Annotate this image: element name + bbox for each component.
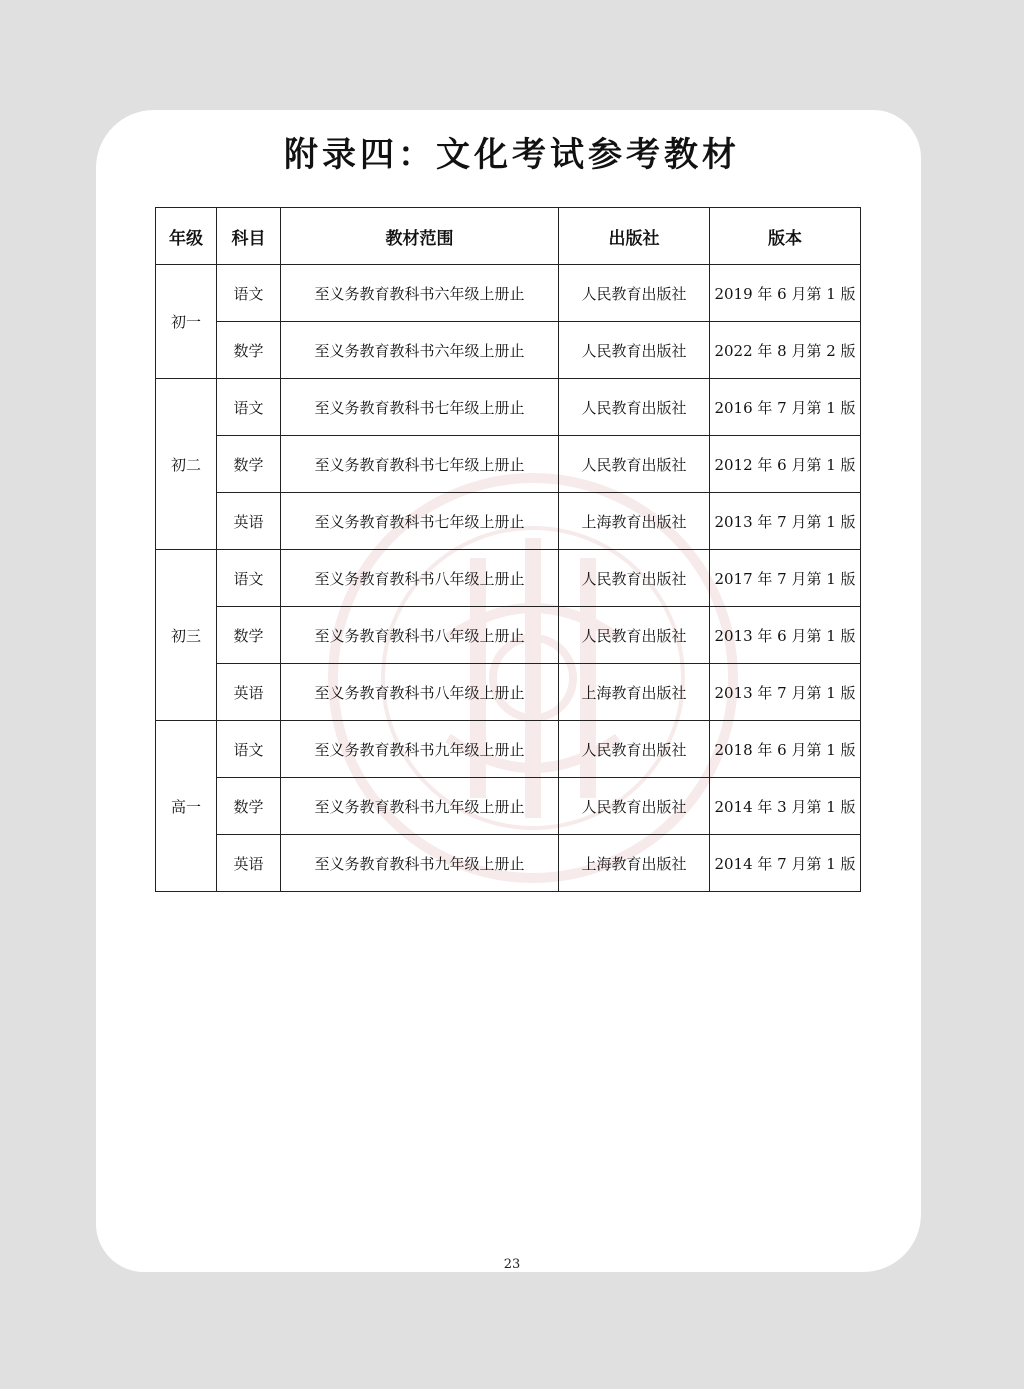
subject-cell: 语文 <box>217 379 281 436</box>
table-row <box>156 664 861 721</box>
edition-cell: 2019 年 6 月第 1 版 <box>710 265 861 322</box>
table-row <box>156 265 861 322</box>
table-row <box>156 721 861 778</box>
subject-cell: 数学 <box>217 778 281 835</box>
edition-cell: 2018 年 6 月第 1 版 <box>710 721 861 778</box>
publisher-cell: 人民教育出版社 <box>559 379 710 436</box>
header-subject: 科目 <box>217 208 281 265</box>
table-header-row <box>156 208 861 265</box>
scope-cell: 至义务教育教科书九年级上册止 <box>281 721 559 778</box>
scope-cell: 至义务教育教科书八年级上册止 <box>281 664 559 721</box>
edition-cell: 2014 年 7 月第 1 版 <box>710 835 861 892</box>
subject-cell: 语文 <box>217 721 281 778</box>
scope-cell: 至义务教育教科书七年级上册止 <box>281 436 559 493</box>
page-number: 23 <box>503 1257 521 1272</box>
subject-cell: 英语 <box>217 835 281 892</box>
subject-cell: 英语 <box>217 664 281 721</box>
edition-cell: 2013 年 6 月第 1 版 <box>710 607 861 664</box>
publisher-cell: 上海教育出版社 <box>559 664 710 721</box>
table-row <box>156 322 861 379</box>
grade-cell: 初三 <box>156 550 217 721</box>
scope-cell: 至义务教育教科书九年级上册止 <box>281 835 559 892</box>
grade-cell: 初一 <box>156 265 217 379</box>
edition-cell: 2013 年 7 月第 1 版 <box>710 664 861 721</box>
page-title: 附录四：文化考试参考教材 <box>284 135 740 175</box>
header-scope: 教材范围 <box>281 208 559 265</box>
subject-cell: 数学 <box>217 436 281 493</box>
publisher-cell: 人民教育出版社 <box>559 322 710 379</box>
subject-cell: 英语 <box>217 493 281 550</box>
table-row <box>156 379 861 436</box>
publisher-cell: 上海教育出版社 <box>559 493 710 550</box>
table-row <box>156 835 861 892</box>
header-publisher: 出版社 <box>559 208 710 265</box>
scope-cell: 至义务教育教科书六年级上册止 <box>281 322 559 379</box>
scope-cell: 至义务教育教科书六年级上册止 <box>281 265 559 322</box>
scope-cell: 至义务教育教科书七年级上册止 <box>281 493 559 550</box>
edition-cell: 2012 年 6 月第 1 版 <box>710 436 861 493</box>
subject-cell: 数学 <box>217 322 281 379</box>
scope-cell: 至义务教育教科书八年级上册止 <box>281 550 559 607</box>
publisher-cell: 人民教育出版社 <box>559 778 710 835</box>
edition-cell: 2013 年 7 月第 1 版 <box>710 493 861 550</box>
publisher-cell: 人民教育出版社 <box>559 607 710 664</box>
grade-cell: 高一 <box>156 721 217 892</box>
publisher-cell: 上海教育出版社 <box>559 835 710 892</box>
subject-cell: 语文 <box>217 265 281 322</box>
subject-cell: 语文 <box>217 550 281 607</box>
table-row <box>156 493 861 550</box>
publisher-cell: 人民教育出版社 <box>559 550 710 607</box>
publisher-cell: 人民教育出版社 <box>559 436 710 493</box>
scope-cell: 至义务教育教科书八年级上册止 <box>281 607 559 664</box>
table-row <box>156 778 861 835</box>
grade-cell: 初二 <box>156 379 217 550</box>
table-row <box>156 607 861 664</box>
materials-table <box>155 207 861 892</box>
table-row <box>156 550 861 607</box>
edition-cell: 2014 年 3 月第 1 版 <box>710 778 861 835</box>
header-grade: 年级 <box>156 208 217 265</box>
subject-cell: 数学 <box>217 607 281 664</box>
table-row <box>156 436 861 493</box>
edition-cell: 2016 年 7 月第 1 版 <box>710 379 861 436</box>
publisher-cell: 人民教育出版社 <box>559 265 710 322</box>
edition-cell: 2022 年 8 月第 2 版 <box>710 322 861 379</box>
header-edition: 版本 <box>710 208 861 265</box>
scope-cell: 至义务教育教科书九年级上册止 <box>281 778 559 835</box>
edition-cell: 2017 年 7 月第 1 版 <box>710 550 861 607</box>
scope-cell: 至义务教育教科书七年级上册止 <box>281 379 559 436</box>
publisher-cell: 人民教育出版社 <box>559 721 710 778</box>
